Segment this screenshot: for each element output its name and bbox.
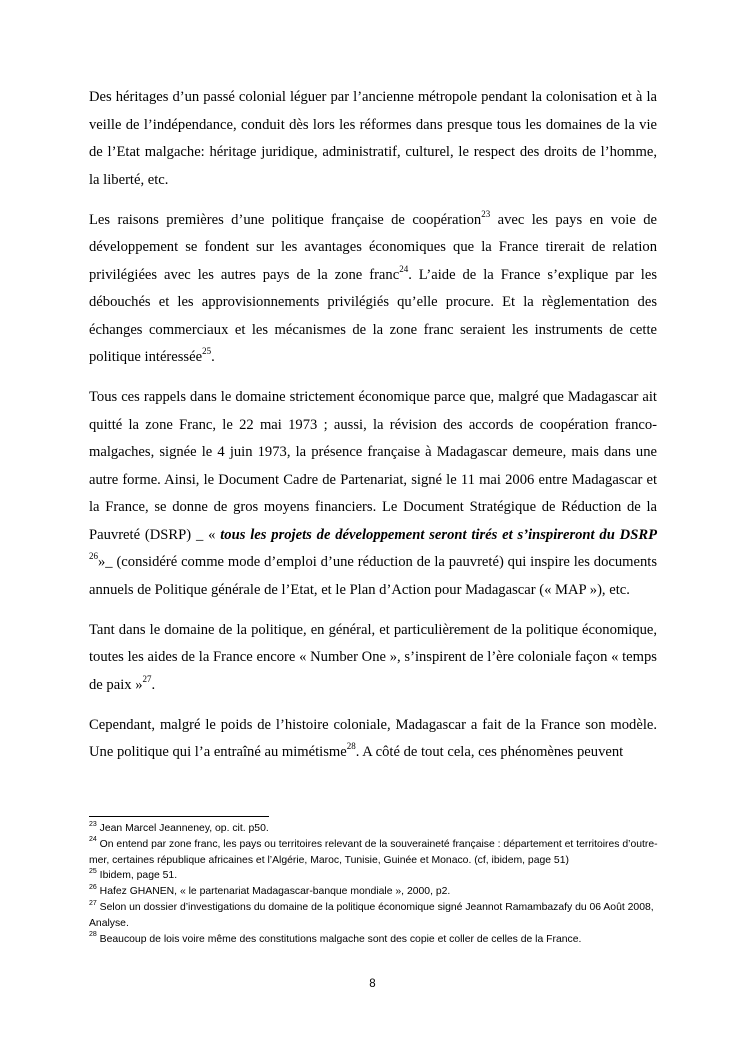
footnote-28: $^{28}$ Beaucoup de lois voire même des constitutions malgache sont des copie et coller de celles de la France.	[89, 931, 582, 945]
paragraph-1: Des héritages d’un passé colonial léguer par l’ancienne métropole pendant la colonisation et à la veille de l’indépendance, conduit dès lors les réformes dans presque tous les domaines de la vie de l’Etat malgache: héritage juridique, administratif, culturel, le respect des droits de l’homme, la liberté, etc.	[89, 89, 657, 188]
footnote-ref-28[interactable]: 28	[346, 741, 356, 752]
quote-emphasis: tous les projets de développement seront tirés et s’inspireront du DSRP	[220, 526, 657, 543]
footnote-26: $^{26}$ Hafez GHANEN, « le partenariat Madagascar-banque mondiale », 2000, p2.	[89, 883, 451, 898]
footnote-ref-25[interactable]: 25	[202, 346, 212, 357]
footnote-27: $^{27}$ Selon un dossier d’investigations du domaine de la politique économique signé Jeannot Ramambazafy du 06 Août 2008, Analyse.	[89, 899, 654, 929]
footnote-24: $^{24}$ On entend par zone franc, les pays ou territoires relevant de la souveraineté française : département et territoires d’outre-mer, certaines république africaines et l’Algérie, Maroc, Tunisie, Guinée et Monaco. (cf, ibidem, page 51)	[89, 836, 658, 866]
footnote-ref-26[interactable]: 26	[89, 551, 98, 562]
paragraph-5: Cependant, malgré le poids de l’histoire coloniale, Madagascar a fait de la France son modèle. Une politique qui l’a entraîné au mimétisme$^{28}$. A côté de tout cela, ces phénomènes peuvent	[89, 716, 657, 760]
footnote-ref-24[interactable]: 24	[399, 263, 409, 274]
paragraph-2: Les raisons premières d’une politique française de coopération$^{23}$ avec les pays en voie de développement se fondent sur les avantages économiques que la France tirerait de relation privilégiées avec les autres pays de la zone franc$^{24}$. L’aide de la France s’explique par les débouchés et les approvisionnements privilégiés qu’elle procure. Et la règlementation des échanges commerciaux et les mécanismes de la zone franc seraient les instruments de cette politique intéressée$^{25}$.	[89, 208, 658, 365]
paragraph-3: Tous ces rappels dans le domaine strictement économique parce que, malgré que Madagascar ait quitté la zone Franc, le 22 mai 1973 ; aussi, la révision des accords de coopération franco-malgaches, signée le 4 juin 1973, la présence française à Madagascar demeure, mais dans une autre forme. Ainsi, le Document Cadre de Partenariat, signé le 11 mai 2006 entre Madagascar et la France, se donne de gros moyens financiers. Le Document Stratégique de Réduction de la Pauvreté (DSRP) _ « tous les projets de développement seront tirés et s’inspireront du DSRP $^{26}$»_ (considéré comme mode d’emploi d’une réduction de la pauvreté) qui inspire les documents annuels de Politique générale de l’Etat, et le Plan d’Action pour Madagascar (« MAP »), etc.	[89, 389, 657, 598]
footnotes	[89, 821, 661, 947]
footnote-separator	[89, 816, 269, 817]
footnote-ref-27[interactable]: 27	[142, 673, 152, 684]
body-text	[89, 84, 657, 779]
footnote-ref-23[interactable]: 23	[481, 208, 491, 219]
paragraph-4: Tant dans le domaine de la politique, en général, et particulièrement de la politique économique, toutes les aides de la France encore « Number One », s’inspirent de l’ère coloniale façon « temps de paix »$^{27}$.	[89, 621, 657, 693]
footnote-23: $^{23}$ Jean Marcel Jeanneney, op. cit. p50.	[89, 820, 269, 834]
footnote-25: $^{25}$ Ibidem, page 51.	[89, 867, 178, 882]
page-number: 8	[369, 978, 376, 990]
